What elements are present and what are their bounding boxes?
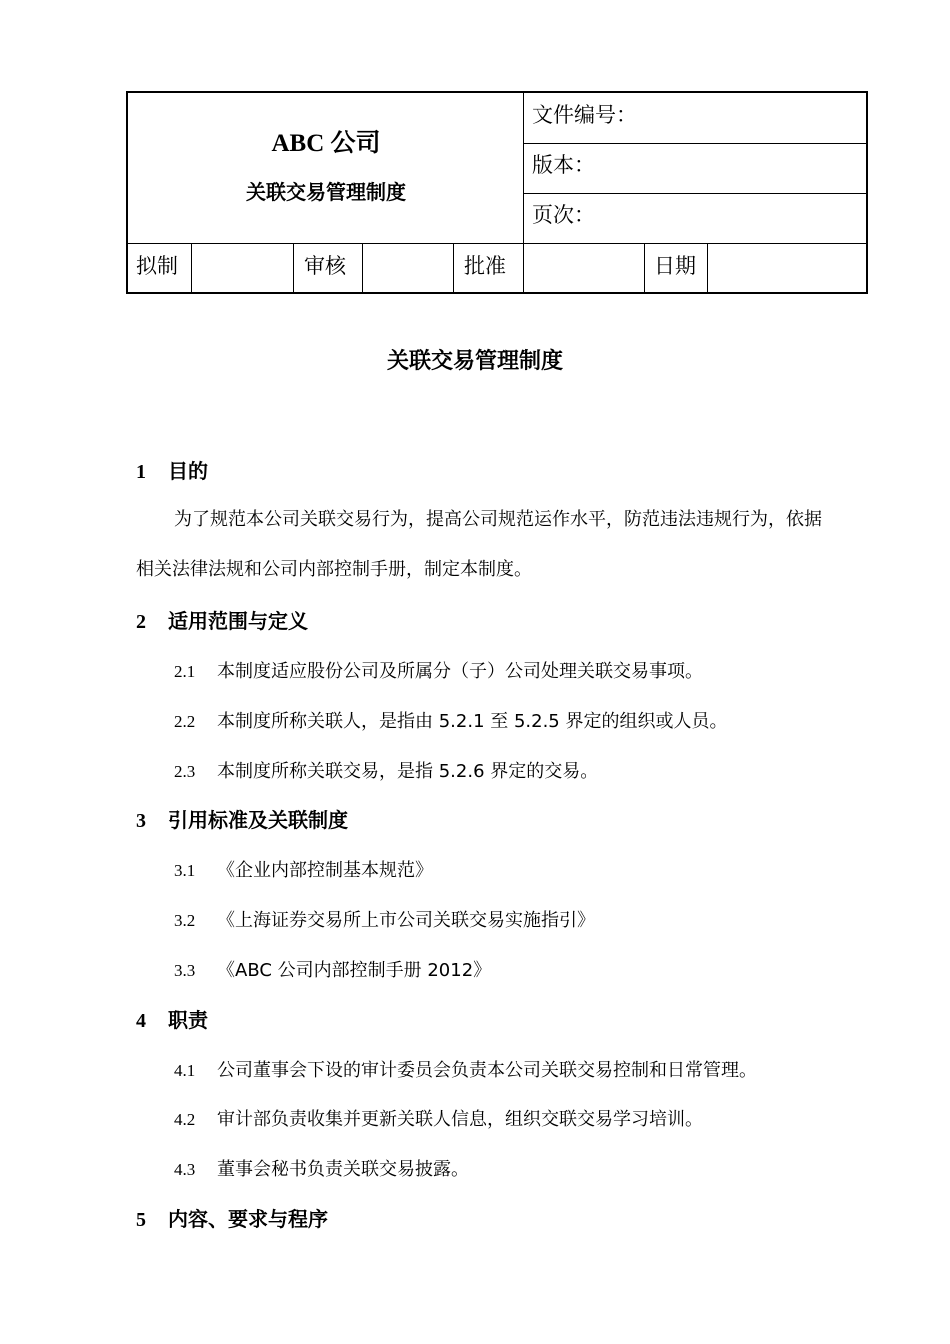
item-number: 3.3 — [174, 961, 196, 980]
approved-by-label: 批准 — [464, 254, 506, 278]
divider — [362, 243, 363, 294]
item-number: 2.3 — [174, 762, 196, 781]
section-heading — [136, 1004, 208, 1033]
list-item — [174, 1155, 469, 1181]
divider — [523, 243, 524, 294]
divider — [707, 243, 708, 294]
document-header-table — [126, 91, 868, 294]
item-number: 4.2 — [174, 1110, 196, 1129]
section-title: 职责 — [168, 1008, 208, 1032]
divider — [523, 93, 524, 243]
section-number: 4 — [136, 1010, 146, 1032]
item-number: 4.3 — [174, 1160, 196, 1179]
divider — [523, 143, 868, 144]
section-heading — [136, 455, 208, 484]
section-title: 适用范围与定义 — [168, 609, 308, 633]
section-number: 1 — [136, 461, 146, 483]
item-text: 董事会秘书负责关联交易披露。 — [217, 1159, 469, 1180]
item-text: 《上海证券交易所上市公司关联交易实施指引》 — [217, 910, 595, 931]
list-item — [174, 856, 433, 882]
list-item — [174, 1105, 703, 1131]
divider — [128, 243, 868, 244]
divider — [644, 243, 645, 294]
item-text: 《ABC 公司内部控制手册 2012》 — [217, 960, 492, 981]
divider — [293, 243, 294, 294]
section-title: 目的 — [168, 459, 208, 483]
section-number: 2 — [136, 611, 146, 633]
list-item — [174, 657, 703, 683]
list-item — [174, 707, 727, 733]
section-title: 引用标准及关联制度 — [168, 808, 348, 832]
divider — [191, 243, 192, 294]
section-heading — [136, 1203, 328, 1232]
item-text: 本制度所称关联交易，是指 5.2.6 界定的交易。 — [217, 761, 599, 782]
section-number: 5 — [136, 1209, 146, 1231]
list-item — [174, 906, 595, 932]
paragraph-line: 相关法律法规和公司内部控制手册，制定本制度。 — [136, 559, 532, 580]
drafted-by-label: 拟制 — [136, 254, 178, 278]
paragraph-line: 为了规范本公司关联交易行为，提高公司规范运作水平，防范违法违规行为，依据 — [174, 509, 822, 530]
item-number: 2.1 — [174, 662, 196, 681]
reviewed-by-label: 审核 — [304, 254, 346, 278]
section-heading — [136, 804, 348, 833]
item-number: 4.1 — [174, 1061, 196, 1080]
list-item — [174, 956, 491, 982]
item-number: 3.2 — [174, 911, 196, 930]
divider — [523, 193, 868, 194]
date-label: 日期 — [654, 254, 696, 278]
section-title: 内容、要求与程序 — [168, 1207, 328, 1231]
divider — [453, 243, 454, 294]
item-text: 本制度适应股份公司及所属分（子）公司处理关联交易事项。 — [217, 661, 703, 682]
item-text: 《企业内部控制基本规范》 — [217, 860, 433, 881]
item-number: 3.1 — [174, 861, 196, 880]
item-text: 公司董事会下设的审计委员会负责本公司关联交易控制和日常管理。 — [217, 1060, 757, 1081]
section-number: 3 — [136, 810, 146, 832]
list-item — [174, 757, 598, 783]
list-item — [174, 1056, 757, 1082]
version-label: 版本： — [532, 153, 595, 177]
section-heading — [136, 605, 308, 634]
policy-name: 关联交易管理制度 — [246, 180, 406, 204]
document-title: 关联交易管理制度 — [386, 349, 563, 374]
file-number-label: 文件编号： — [532, 103, 637, 127]
item-text: 本制度所称关联人，是指由 5.2.1 至 5.2.5 界定的组织或人员。 — [217, 711, 728, 732]
item-text: 审计部负责收集并更新关联人信息，组织交联交易学习培训。 — [217, 1109, 703, 1130]
page-count-label: 页次： — [532, 203, 595, 227]
item-number: 2.2 — [174, 712, 196, 731]
company-name: ABC 公司 — [271, 130, 381, 157]
